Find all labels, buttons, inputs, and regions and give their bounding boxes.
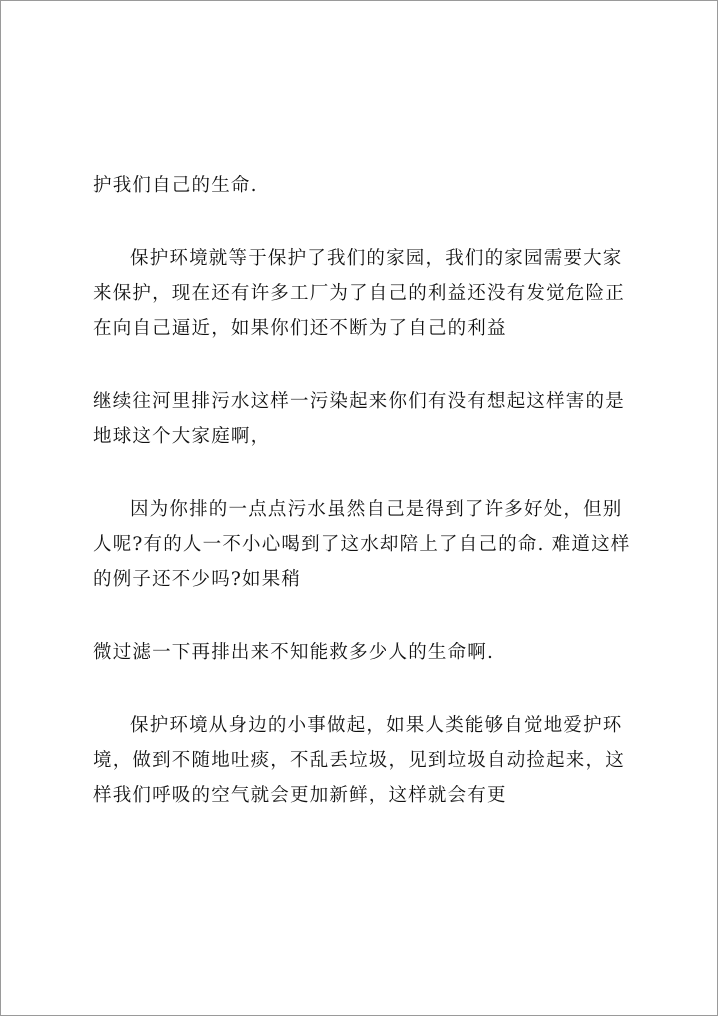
paragraph-6: 保护环境从身边的小事做起，如果人类能够自觉地爱护环境，做到不随地吐痰，不乱丢垃圾，见到垃圾自动捡起来，这样我们呼吸的空气就会更加新鲜，这样就会有更 xyxy=(93,715,625,806)
paragraph-4: 因为你排的一点点污水虽然自己是得到了许多好处，但别人呢?有的人一不小心喝到了这水却陪上了自己的命. 难道这样的例子还不少吗?如果稍 xyxy=(93,499,631,590)
document-body xyxy=(93,168,641,813)
paragraph-1: 护我们自己的生命. xyxy=(93,175,258,196)
paragraph-3: 继续往河里排污水这样一污染起来你们有没有想起这样害的是地球这个大家庭啊， xyxy=(93,391,625,447)
paragraph-2: 保护环境就等于保护了我们的家园，我们的家园需要大家来保护，现在还有许多工厂为了自己的利益还没有发觉危险正在向自己逼近，如果你们还不断为了自己的利益 xyxy=(93,248,625,339)
paragraph-5: 微过滤一下再排出来不知能救多少人的生命啊. xyxy=(93,642,495,663)
